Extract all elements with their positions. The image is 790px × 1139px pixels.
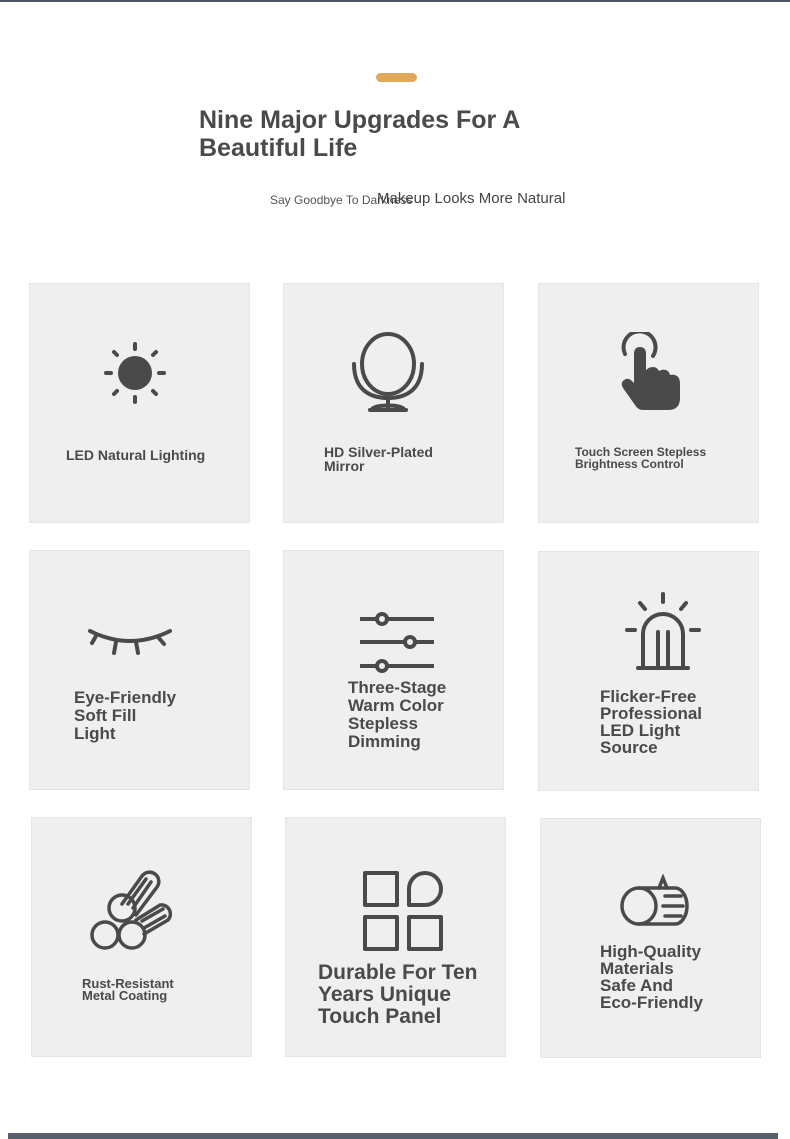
subtitle-small: Say Goodbye To Darkness: [270, 193, 413, 207]
feature-card-flicker-free: [538, 551, 759, 791]
feature-card-eye-friendly: [29, 550, 250, 790]
subtitle-large: Makeup Looks More Natural: [377, 190, 566, 207]
feature-card-led-lighting: [29, 283, 250, 523]
feature-card-eco-materials: [540, 818, 761, 1058]
metal-pipes-icon: [88, 868, 172, 952]
feature-label: LED Natural Lighting: [66, 447, 206, 463]
feature-card-mirror: [283, 283, 504, 523]
feature-card-metal-coating: [31, 817, 252, 1057]
feature-label: Eye-Friendly Soft Fill Light: [74, 688, 177, 743]
feature-label: HD Silver-Plated Mirror: [324, 444, 433, 474]
touch-hand-icon: [619, 332, 683, 412]
feature-label: Flicker-Free Professional LED Light Source: [600, 687, 703, 757]
feature-card-touch: [538, 283, 759, 523]
feature-label: Three-Stage Warm Color Stepless Dimming: [348, 678, 447, 751]
sliders-icon: [358, 611, 436, 673]
feature-card-touch-panel: [285, 817, 506, 1057]
accent-bar: [376, 73, 417, 82]
bottom-divider: [8, 1133, 778, 1139]
feature-label: Durable For Ten Years Unique Touch Panel: [318, 961, 478, 1028]
sun-icon: [102, 340, 168, 406]
feature-label: High-Quality Materials Safe And Eco-Friendly: [600, 942, 703, 1012]
page-title: Nine Major Upgrades For A Beautiful Life: [199, 106, 520, 162]
alarm-light-icon: [625, 592, 701, 678]
eyelash-icon: [86, 623, 174, 663]
feature-card-dimming: [283, 550, 504, 790]
wood-log-icon: [619, 874, 691, 926]
feature-label: Rust-Resistant Metal Coating: [82, 976, 174, 1003]
grid-panel-icon: [362, 870, 444, 952]
feature-label: Touch Screen Stepless Brightness Control: [575, 445, 707, 471]
top-divider: [0, 0, 790, 2]
mirror-icon: [348, 330, 428, 416]
